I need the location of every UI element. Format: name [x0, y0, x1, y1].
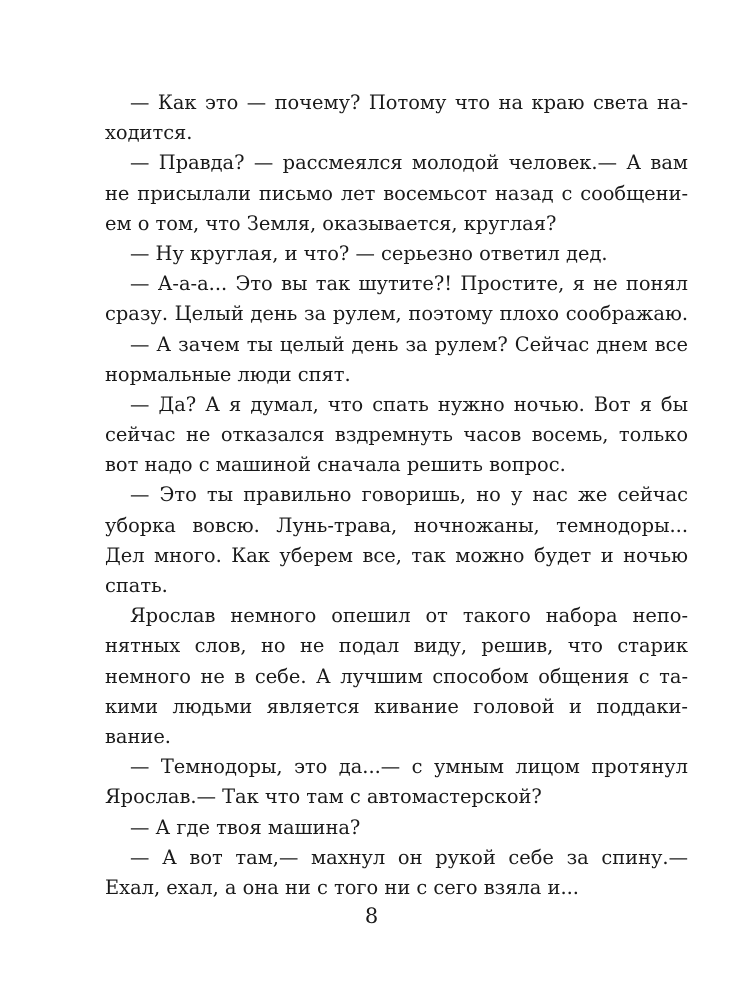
text-line: — А где твоя машина? [130, 815, 361, 839]
text-line: — Да? А я думал, что спать нужно ночью. Вот я бы [130, 392, 688, 416]
text-line: Дел много. Как уберем все, так можно будет и ночью [105, 543, 688, 567]
text-line: уборка вовсю. Лунь-трава, ночножаны, темнодоры... [105, 513, 688, 537]
text-line: — А зачем ты целый день за рулем? Сейчас днем все [130, 332, 688, 356]
text-line: Ехал, ехал, а она ни с того ни с сего взяла и... [105, 875, 579, 899]
text-line: ходится. [105, 121, 193, 145]
text-line: — Правда? — рассмеялся молодой человек.— А вам [130, 151, 688, 175]
text-line: нормальные люди спят. [105, 362, 351, 386]
text-line: Ярослав немного опешил от такого набора непо- [130, 604, 688, 628]
text-line: нятных слов, но не подал виду, решив, что старик [105, 634, 688, 658]
text-line: вание. [105, 724, 171, 748]
text-line: — Это ты правильно говоришь, но у нас же сейчас [130, 483, 688, 507]
text-line: сразу. Целый день за рулем, поэтому плохо соображаю. [105, 302, 688, 326]
text-line: немного не в себе. А лучшим способом общения с та- [105, 664, 688, 688]
text-line: — Ну круглая, и что? — серьезно ответил дед. [130, 241, 608, 265]
page-text [105, 88, 688, 903]
text-line: ем о том, что Земля, оказывается, круглая? [105, 211, 557, 235]
text-line: — Как это — почему? Потому что на краю света на- [130, 91, 688, 114]
text-line: спать. [105, 574, 168, 597]
text-line: — Темнодоры, это да...— с умным лицом протянул [130, 755, 688, 779]
text-line: не присылали письмо лет восемьсот назад с сообщени- [105, 181, 688, 205]
text-line: Ярослав.— Так что там с автомастерской? [105, 785, 542, 809]
text-line: — А-а-а... Это вы так шутите?! Простите, я не понял [130, 272, 688, 296]
text-line: вот надо с машиной сначала решить вопрос. [105, 453, 566, 477]
page-number: 8 [364, 904, 379, 928]
text-line: кими людьми является кивание головой и поддаки- [105, 694, 688, 718]
text-line: — А вот там,— махнул он рукой себе за спину.— [130, 845, 688, 869]
text-line: сейчас не отказался вздремнуть часов восемь, только [105, 423, 688, 447]
